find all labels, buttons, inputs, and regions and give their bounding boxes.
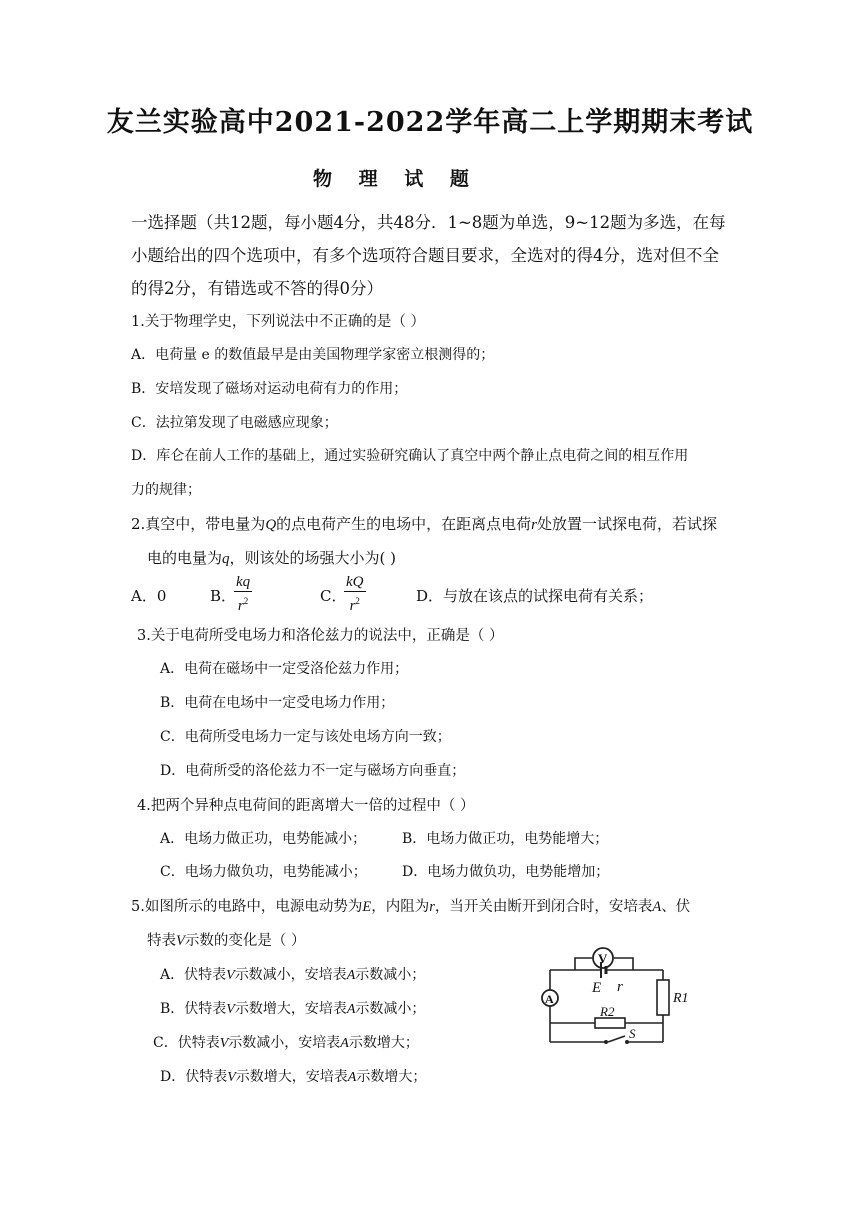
question-4-option-c: C．电场力做负功，电势能减小； (160, 864, 367, 880)
switch-pivot (604, 1040, 608, 1044)
question-3-option-d: D．电荷所受的洛伦兹力不一定与磁场方向垂直； (160, 763, 466, 779)
internal-resistance-label: r (617, 979, 623, 995)
switch-label: S (629, 1026, 636, 1041)
question-1-stem: 1.关于物理学史，下列说法中不正确的是（ ） (131, 314, 425, 330)
resistor-r1 (657, 980, 669, 1015)
question-5-stem-line-2: 特表V示数的变化是（ ） (147, 933, 306, 949)
question-4-option-d: D．电场力做负功，电势能增加； (402, 864, 610, 880)
ammeter-label: A (545, 992, 554, 1006)
question-4-stem: 4.把两个异种点电荷间的距离增大一倍的过程中（ ） (137, 798, 475, 814)
question-2-fraction-b: $\frac{kq}{r^2}$ (236, 574, 251, 614)
question-2-option-c: C． (320, 587, 347, 605)
question-2-stem-line-2: 电的电量为q，则该处的场强大小为( ) (147, 549, 396, 567)
switch-blade (608, 1036, 625, 1042)
question-2-option-a: A．0 (131, 587, 167, 605)
question-2-option-b: B． (210, 587, 237, 605)
wire-voltmeter-left (575, 958, 592, 970)
exam-subtitle: 物 理 试 题 (313, 168, 479, 190)
question-3-option-b: B．电荷在电场中一定受电场力作用； (160, 695, 395, 711)
voltmeter-label: V (598, 951, 608, 966)
resistor-r2 (595, 1018, 625, 1028)
question-2-stem-line-1: 2.真空中，带电量为Q的点电荷产生的电场中，在距离点电荷r处放置一试探电荷，若试探 (131, 515, 718, 533)
question-4-option-b: B．电场力做正功，电势能增大； (402, 831, 609, 847)
question-4-option-a: A．电场力做正功，电势能减小； (160, 831, 367, 847)
question-5-option-c: C．伏特表V示数减小，安培表A示数增大； (153, 1035, 419, 1051)
question-3-option-a: A．电荷在磁场中一定受洛伦兹力作用； (160, 661, 409, 677)
question-1-option-a: A．电荷量 e 的数值最早是由美国物理学家密立根测得的； (131, 347, 495, 363)
section-instructions: 一选择题（共12题，每小题4分，共48分．1~8题为单选，9~12题为多选，在每小题给出的四个选项中，有多个选项符合题目要求，全选对的得4分，选对但不全的得2分，有错选或不答的得0分） (131, 213, 726, 298)
question-2-option-d: D．与放在该点的试探电荷有关系； (416, 587, 654, 605)
question-1-option-c: C．法拉第发现了电磁感应现象； (131, 415, 338, 431)
r2-label: R2 (600, 1004, 615, 1019)
question-5-option-d: D．伏特表V示数增大，安培表A示数增大； (160, 1069, 427, 1085)
r1-label: R1 (673, 991, 689, 1006)
question-5-stem-line-1: 5.如图所示的电路中，电源电动势为E，内阻为r，当开关由断开到闭合时，安培表A、伏 (131, 899, 691, 915)
emf-label: E (592, 980, 602, 996)
wire-voltmeter-right (614, 958, 633, 970)
question-1-option-d: D．库仑在前人工作的基础上，通过实验研究确认了真空中两个静止点电荷之间的相互作用 (131, 448, 689, 464)
question-1-option-d-cont: 力的规律； (131, 482, 201, 498)
question-5-option-a: A．伏特表V示数减小，安培表A示数减小； (160, 967, 426, 983)
question-3-option-c: C．电荷所受电场力一定与该处电场方向一致； (160, 729, 451, 745)
question-2-fraction-c: $\frac{kQ}{r^2}$ (346, 574, 364, 614)
exam-title: 友兰实验高中2021-2022学年高二上学期期末考试 (106, 107, 754, 138)
question-3-stem: 3.关于电荷所受电场力和洛伦兹力的说法中，正确是（ ） (137, 628, 504, 644)
question-5-option-b: B．伏特表V示数增大，安培表A示数减小； (160, 1001, 426, 1017)
question-1-option-b: B．安培发现了磁场对运动电荷有力的作用； (131, 381, 408, 397)
circuit-diagram (535, 940, 695, 1050)
